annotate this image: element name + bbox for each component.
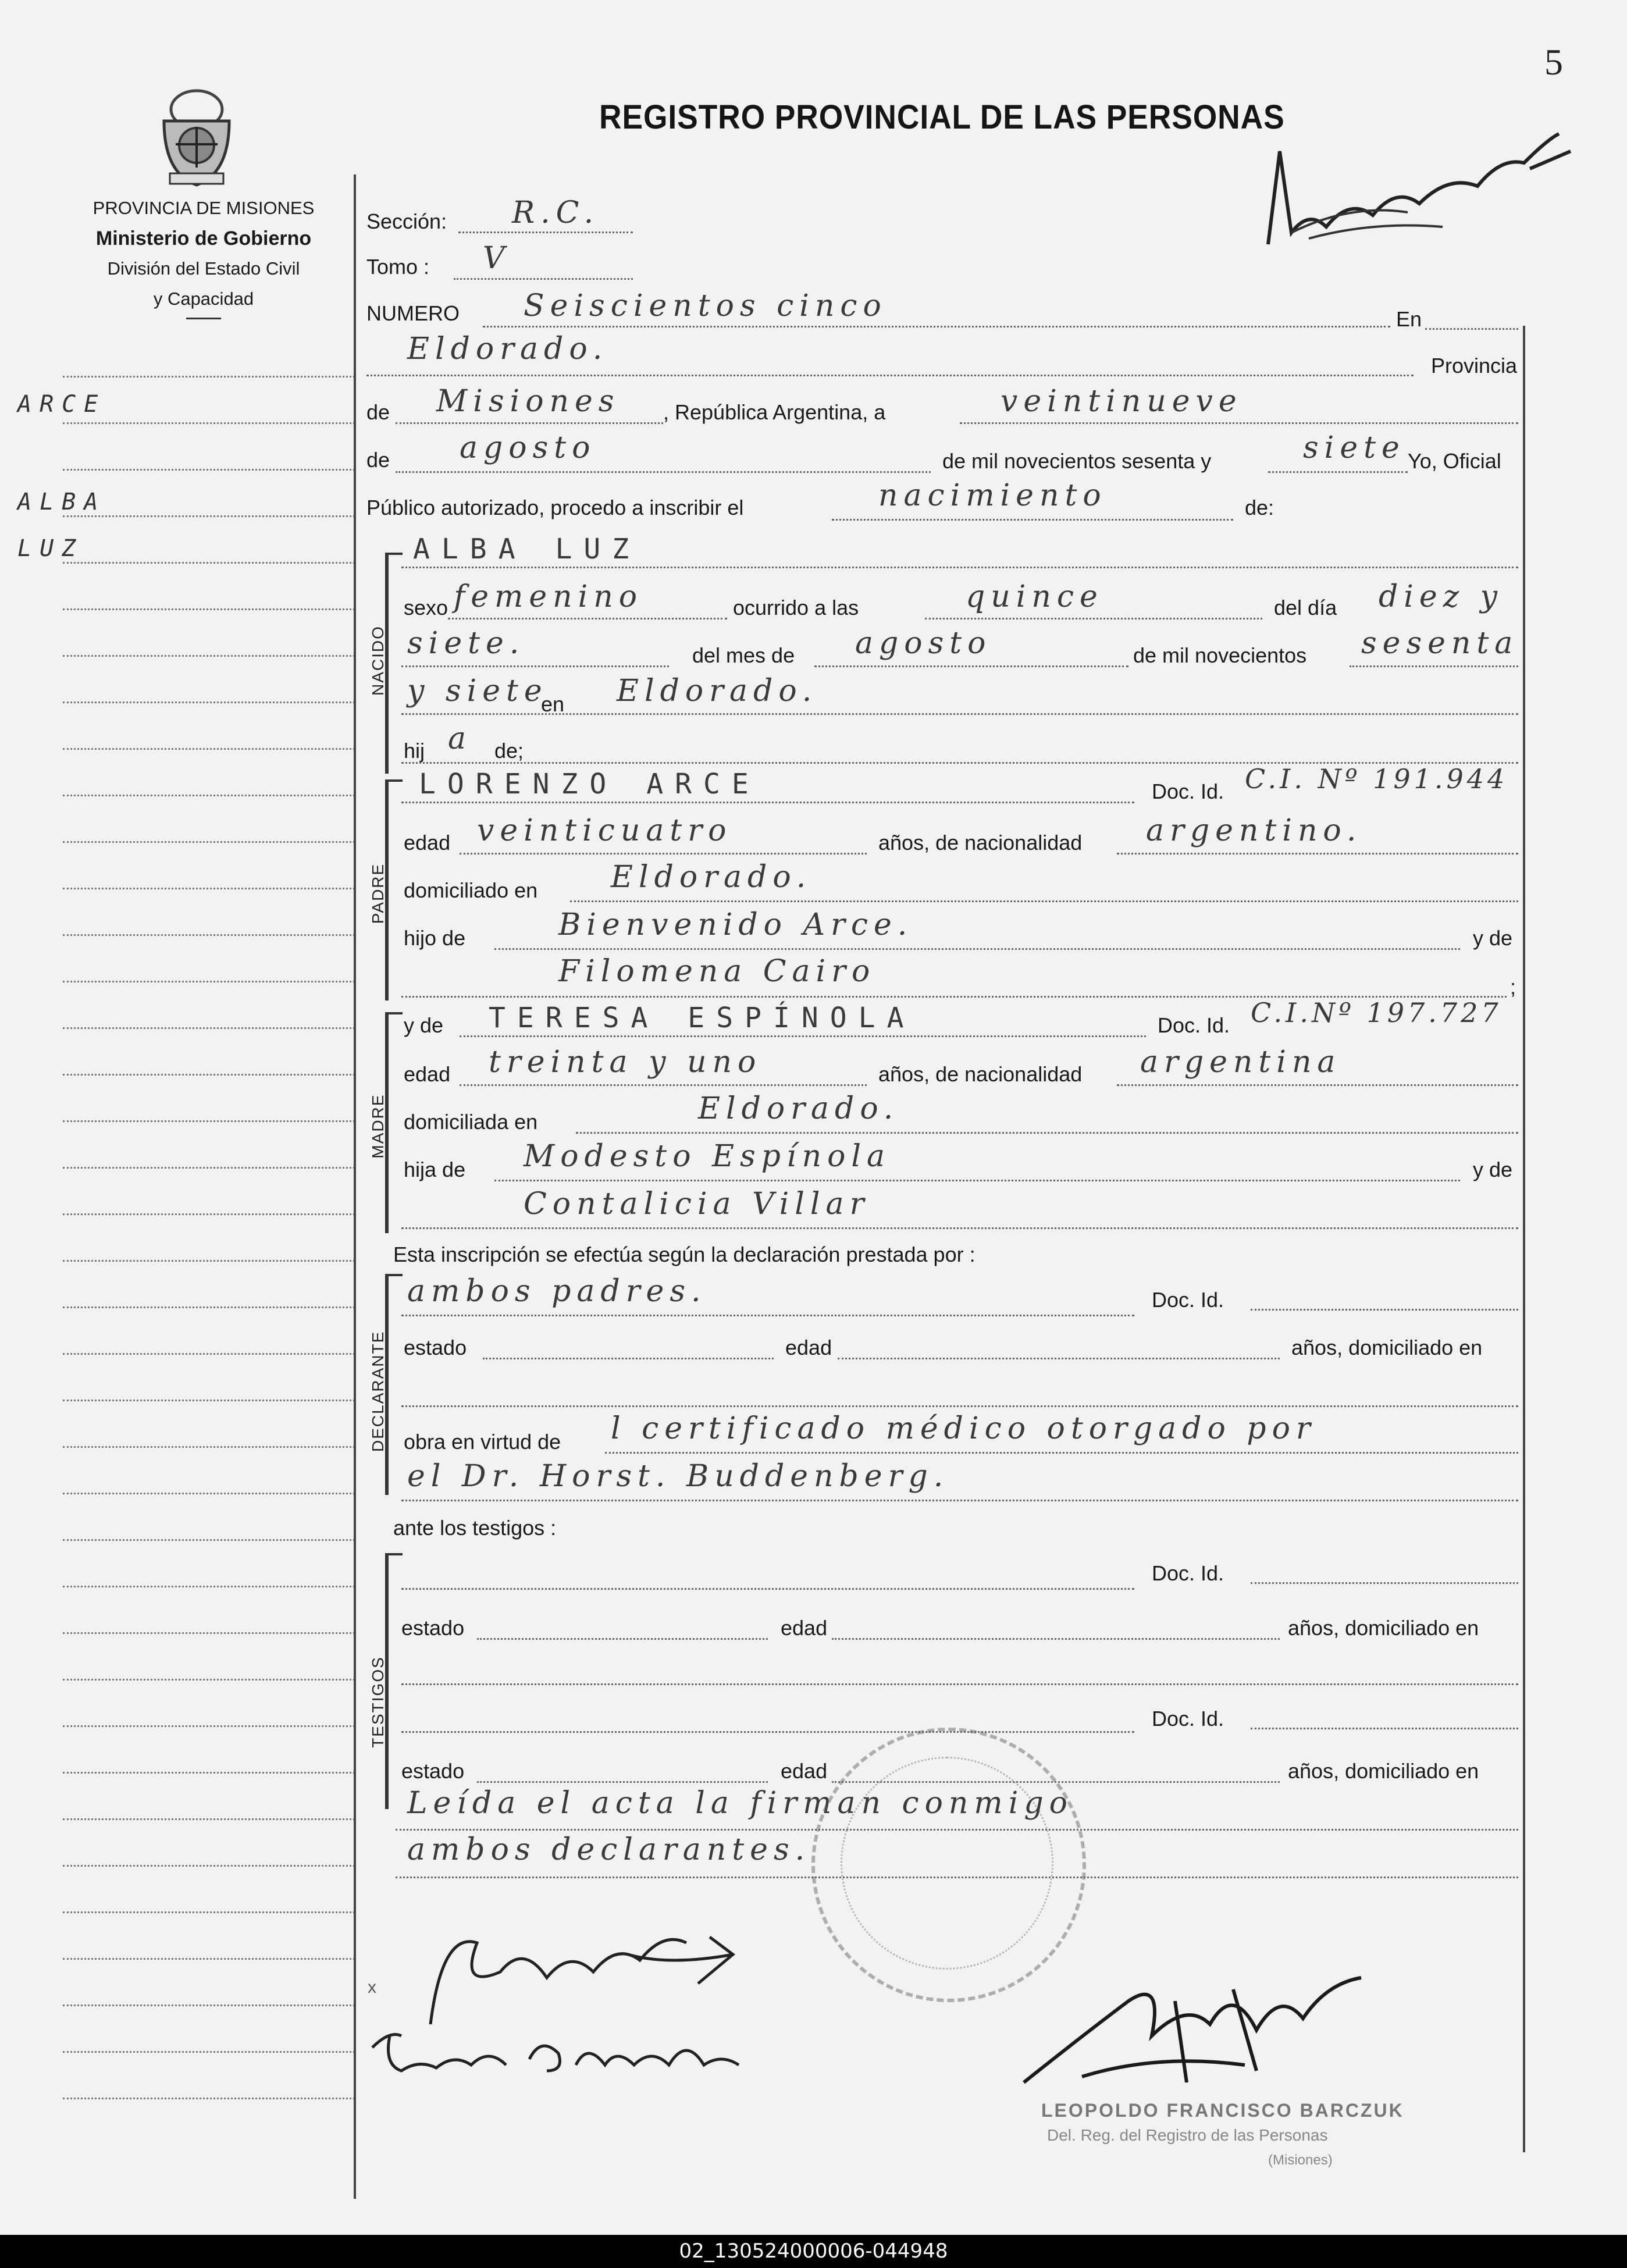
margin-dotted-line	[63, 1865, 355, 1867]
margin-dotted-line	[63, 515, 355, 517]
dots-declarante-estado	[483, 1358, 774, 1359]
label-seccion: Sección:	[366, 209, 447, 233]
margin-dotted-line	[63, 1306, 355, 1308]
entry-padre-hijo-de-2: Filomena Cairo	[558, 954, 876, 989]
dots-seccion	[458, 232, 633, 233]
dots-testigo2-doc	[1251, 1728, 1518, 1729]
label-hija-de: hija de	[404, 1158, 466, 1181]
document-heading: REGISTRO PROVINCIAL DE LAS PERSONAS	[599, 98, 1285, 136]
margin-dotted-line	[63, 2051, 355, 2053]
entry-dia-nac-1: diez y	[1379, 579, 1503, 614]
margin-dotted-line	[63, 1120, 355, 1122]
office-province: PROVINCIA DE MISIONES	[92, 198, 315, 218]
label-de-mil-novecientos: de mil novecientos	[1133, 643, 1307, 667]
margin-dotted-line	[63, 1353, 355, 1355]
margin-dotted-line	[63, 795, 355, 796]
dots-numero	[483, 326, 1390, 327]
margin-dotted-line	[63, 1772, 355, 1774]
dots-testigo1-estado	[477, 1638, 768, 1640]
label-madre-edad: edad	[404, 1062, 451, 1086]
margin-dotted-line	[63, 1027, 355, 1029]
label-testigo1-doc: Doc. Id.	[1152, 1561, 1224, 1585]
entry-seccion: R.C.	[512, 195, 600, 230]
label-de-colon: de:	[1245, 496, 1274, 519]
margin-dotted-line	[63, 748, 355, 750]
entry-dia-nac-2: siete.	[407, 626, 525, 661]
dots-madre-nombre	[460, 1035, 1146, 1037]
dots-madre-hija-de-2	[401, 1227, 1518, 1229]
label-en-lower: en	[541, 692, 565, 716]
margin-dotted-line	[63, 469, 355, 471]
entry-nombre: ALBA LUZ	[413, 533, 641, 565]
margin-dotted-line	[63, 1213, 355, 1215]
official-place: (Misiones)	[1268, 2152, 1333, 2168]
section-tick-testigos	[385, 1553, 403, 1555]
section-label-padre: PADRE	[369, 863, 387, 924]
office-division: División del Estado Civil	[107, 258, 300, 279]
label-madre-y-de2: y de	[1473, 1158, 1513, 1181]
dots-testigo2-estado	[477, 1781, 768, 1783]
entry-madre-nac: argentina	[1140, 1045, 1341, 1080]
entry-lugar: Eldorado.	[407, 332, 608, 366]
dots-declarante-domicilio	[401, 1405, 1518, 1407]
label-de-1: de	[366, 400, 390, 424]
entry-mes-registro: agosto	[460, 430, 596, 465]
label-testigo2-doc: Doc. Id.	[1152, 1707, 1224, 1731]
margin-note-surname: ARCE	[17, 391, 106, 418]
dots-dia-nac-2	[401, 665, 669, 667]
margin-dotted-line	[63, 2004, 355, 2006]
label-padre-y-de: y de	[1473, 926, 1513, 950]
label-en: En	[1396, 307, 1422, 331]
section-label-testigos: TESTIGOS	[369, 1656, 387, 1748]
label-sexo: sexo	[404, 596, 448, 619]
dots-lugar	[366, 375, 1414, 376]
entry-madre-doc: C.I.Nº 197.727	[1251, 997, 1502, 1028]
dots-declarante-doc	[1251, 1309, 1518, 1311]
margin-dotted-line	[63, 1586, 355, 1587]
entry-numero: Seiscientos cinco	[524, 289, 887, 323]
official-name: LEOPOLDO FRANCISCO BARCZUK	[1041, 2100, 1404, 2121]
label-padre-anos-nac: años, de nacionalidad	[878, 831, 1083, 854]
office-block	[58, 193, 349, 319]
label-del-dia: del día	[1274, 596, 1337, 619]
signature-mother-icon	[366, 2018, 750, 2082]
entry-hij-suffix: a	[448, 721, 472, 756]
section-tick-nacido	[385, 553, 403, 555]
entry-dia-registro: veintinueve	[1001, 384, 1242, 419]
dots-anio-nac-1	[1350, 665, 1518, 667]
dots-padre-nac	[1117, 853, 1518, 854]
entry-padre-nac: argentino.	[1146, 813, 1362, 848]
dots-testigo1-nombre	[401, 1588, 1134, 1590]
label-hij: hij	[404, 739, 425, 763]
margin-dotted-line	[63, 1632, 355, 1634]
label-hijo-de: hijo de	[404, 926, 466, 950]
entry-anio-nac-2: y siete	[407, 674, 548, 708]
dots-testigo1-edad	[832, 1638, 1280, 1640]
label-publico: Público autorizado, procedo a inscribir el	[366, 496, 744, 519]
label-madre-anos-nac: años, de nacionalidad	[878, 1062, 1083, 1086]
dots-declarante-edad	[838, 1358, 1280, 1359]
margin-dotted-line	[63, 1818, 355, 1820]
margin-dotted-line	[63, 841, 355, 843]
dots-padre-edad	[460, 853, 867, 854]
label-ante-testigos: ante los testigos :	[393, 1516, 557, 1540]
margin-dotted-line	[63, 1911, 355, 1913]
entry-cierre-1: Leída el acta la firman conmigo	[407, 1786, 1073, 1821]
margin-note-name-2: LUZ	[17, 535, 84, 562]
label-testigo2-edad: edad	[781, 1759, 828, 1783]
label-numero: NUMERO	[366, 301, 460, 325]
entry-acto: nacimiento	[878, 478, 1107, 513]
dots-madre-edad	[460, 1084, 867, 1086]
label-declarante-anos-dom: años, domiciliado en	[1291, 1336, 1483, 1359]
entry-obra-1: l certificado médico otorgado por	[611, 1411, 1316, 1446]
entry-padre-nombre: LORENZO ARCE	[419, 768, 760, 800]
margin-dotted-line	[63, 1493, 355, 1494]
label-testigo1-edad: edad	[781, 1616, 828, 1640]
left-rule	[354, 175, 356, 2199]
dots-padre-hijo-de-1	[494, 948, 1460, 950]
margin-dotted-line	[63, 562, 355, 564]
label-padre-doc: Doc. Id.	[1152, 779, 1224, 803]
label-de-mil-sesenta: de mil novecientos sesenta y	[942, 449, 1212, 473]
margin-dotted-line	[63, 1167, 355, 1169]
dots-padre-nombre	[401, 802, 1134, 803]
margin-dotted-line	[63, 1074, 355, 1076]
label-testigo1-estado: estado	[401, 1616, 465, 1640]
entry-anio-registro: siete	[1303, 430, 1405, 465]
entry-cierre-2: ambos declarantes.	[407, 1832, 811, 1867]
section-tick-madre	[385, 1012, 403, 1014]
entry-madre-hija-de-1: Modesto Espínola	[524, 1139, 891, 1174]
margin-dotted-line	[63, 981, 355, 982]
margin-dotted-line	[63, 1446, 355, 1448]
dots-lugar-nac	[401, 713, 1518, 715]
label-madre-domiciliada: domiciliada en	[404, 1110, 538, 1134]
dots-declarante	[401, 1315, 1134, 1316]
dots-mes-nac	[814, 665, 1128, 667]
entry-padre-domicilio: Eldorado.	[611, 860, 812, 895]
dots-provincia	[396, 422, 663, 424]
dots-padre-domicilio	[570, 900, 1518, 902]
dots-dia-registro	[960, 422, 1518, 424]
dots-testigo2-nombre	[401, 1731, 1134, 1733]
label-padre-edad: edad	[404, 831, 451, 854]
margin-dotted-line	[63, 1260, 355, 1262]
label-yo-oficial: Yo, Oficial	[1408, 449, 1501, 473]
dots-madre-domicilio	[576, 1132, 1518, 1134]
margin-dotted-line	[63, 1539, 355, 1541]
entry-obra-2: el Dr. Horst. Buddenberg.	[407, 1459, 949, 1494]
label-republica: , República Argentina, a	[663, 400, 886, 424]
label-declarante-edad: edad	[785, 1336, 832, 1359]
dots-nombre	[401, 567, 1518, 568]
label-padre-domiciliado: domiciliado en	[404, 878, 538, 902]
dots-sexo	[448, 618, 727, 619]
label-de-semicolon: de;	[494, 739, 524, 763]
office-divider	[186, 318, 221, 319]
margin-dotted-line	[63, 2098, 355, 2099]
section-tick-padre	[385, 779, 403, 782]
entry-declarante: ambos padres.	[407, 1274, 707, 1309]
office-ministry: Ministerio de Gobierno	[95, 227, 312, 250]
dots-tomo	[454, 278, 633, 280]
official-title: Del. Reg. del Registro de las Personas	[1047, 2126, 1328, 2144]
label-provincia: Provincia	[1431, 354, 1518, 378]
dots-en	[1425, 328, 1518, 330]
label-esta-inscripcion: Esta inscripción se efectúa según la declaración prestada por :	[393, 1242, 976, 1266]
dots-testigo1-doc	[1251, 1582, 1518, 1584]
dots-madre-nac	[1117, 1084, 1518, 1086]
entry-lugar-nac: Eldorado.	[617, 674, 818, 708]
margin-dotted-line	[63, 608, 355, 610]
label-semicolon: ;	[1510, 975, 1516, 999]
label-testigo1-anos-dom: años, domiciliado en	[1288, 1616, 1479, 1640]
margin-dotted-line	[63, 934, 355, 936]
entry-anio-nac-1: sesenta	[1361, 626, 1519, 661]
margin-dotted-line	[63, 888, 355, 889]
entry-padre-hijo-de-1: Bienvenido Arce.	[558, 907, 913, 942]
margin-dotted-line	[63, 702, 355, 703]
margin-dotted-line	[63, 422, 355, 424]
entry-tomo: V	[483, 241, 511, 276]
dots-hora	[925, 618, 1262, 619]
annotation-signature-icon	[1256, 116, 1582, 268]
section-tick-declarante	[385, 1274, 403, 1276]
dots-madre-hija-de-1	[494, 1180, 1460, 1181]
label-madre-y-de: y de	[404, 1013, 444, 1037]
dots-acto	[832, 519, 1233, 521]
entry-hora: quince	[966, 579, 1103, 614]
label-de-2: de	[366, 448, 390, 472]
entry-padre-doc: C.I. Nº 191.944	[1245, 763, 1508, 795]
entry-provincia: Misiones	[436, 384, 620, 419]
provincial-seal-icon	[152, 74, 241, 191]
signature-x-mark: x	[368, 1978, 376, 1997]
margin-dotted-line	[63, 376, 355, 378]
label-declarante-doc: Doc. Id.	[1152, 1288, 1224, 1312]
entry-madre-domicilio: Eldorado.	[698, 1091, 899, 1126]
margin-dotted-line	[63, 1400, 355, 1401]
label-del-mes: del mes de	[692, 643, 795, 667]
section-label-madre: MADRE	[369, 1094, 387, 1159]
entry-mes-nac: agosto	[855, 626, 992, 661]
dots-obra-1	[605, 1452, 1518, 1454]
right-rule	[1523, 326, 1525, 2152]
entry-madre-nombre: TERESA ESPÍNOLA	[489, 1002, 916, 1034]
label-ocurrido: ocurrido a las	[733, 596, 859, 619]
entry-padre-edad: veinticuatro	[477, 813, 732, 848]
label-declarante-estado: estado	[404, 1336, 467, 1359]
margin-dotted-line	[63, 1725, 355, 1727]
entry-sexo: femenino	[454, 579, 643, 614]
dots-obra-2	[401, 1500, 1518, 1501]
official-stamp-inner	[841, 1757, 1053, 1970]
page-number: 5	[1544, 41, 1563, 83]
dots-mes-registro	[396, 471, 931, 473]
label-obra: obra en virtud de	[404, 1430, 561, 1454]
margin-dotted-line	[63, 1958, 355, 1960]
label-madre-doc: Doc. Id.	[1158, 1013, 1230, 1037]
signature-official-icon	[1012, 1966, 1373, 2100]
entry-madre-edad: treinta y uno	[489, 1045, 762, 1080]
section-label-declarante: DECLARANTE	[369, 1330, 387, 1452]
label-testigo2-estado: estado	[401, 1759, 465, 1783]
margin-dotted-line	[63, 1679, 355, 1680]
section-label-nacido: NACIDO	[369, 625, 387, 696]
margin-dotted-line	[63, 655, 355, 657]
image-id-footer: 02_130524000006-044948	[0, 2235, 1627, 2268]
label-testigo2-anos-dom: años, domiciliado en	[1288, 1759, 1479, 1783]
margin-note-name-1: ALBA	[17, 489, 106, 515]
entry-madre-hija-de-2: Contalicia Villar	[524, 1187, 870, 1222]
office-capacity: y Capacidad	[153, 289, 254, 309]
label-tomo: Tomo :	[366, 255, 430, 279]
dots-testigo1-domicilio	[401, 1683, 1518, 1685]
dots-anio-registro	[1268, 471, 1408, 473]
